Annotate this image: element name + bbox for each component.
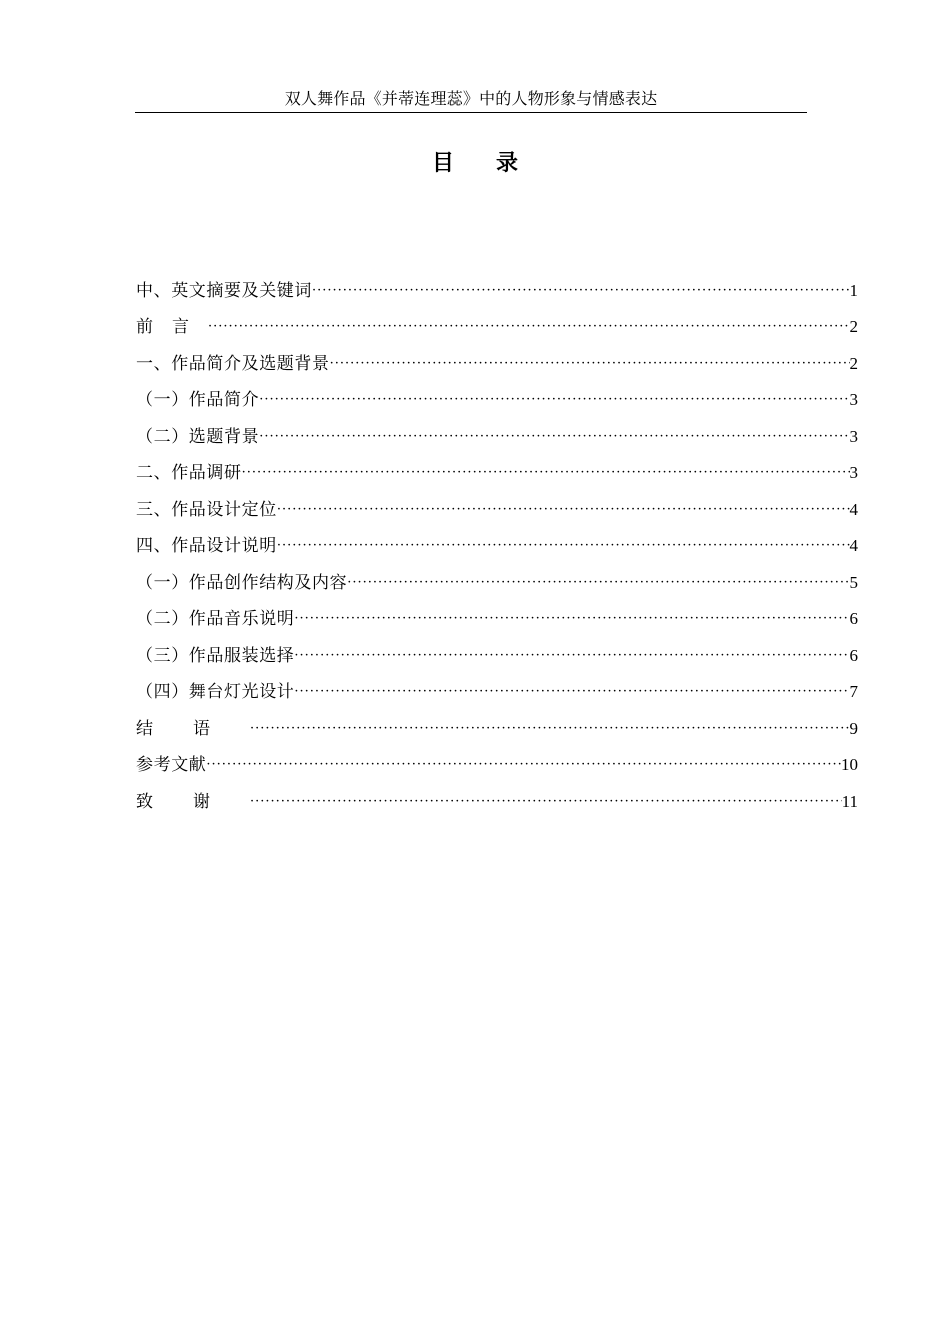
toc-leader-dots: [277, 534, 850, 558]
toc-entry-references[interactable]: [136, 741, 858, 778]
toc-page-number: 6: [849, 645, 858, 665]
toc-entry-section-1[interactable]: [136, 339, 858, 376]
toc-page-number: 4: [849, 536, 858, 555]
toc-leader-dots: [242, 461, 850, 485]
toc-leader-dots: [259, 425, 849, 449]
toc-entry-conclusion[interactable]: [136, 704, 858, 741]
toc-leader-dots: [294, 607, 849, 631]
toc-entry-label: （一）作品简介: [136, 390, 260, 410]
toc-entry-label: 致谢: [136, 791, 250, 812]
toc-leader-dots: [250, 717, 850, 741]
toc-entry-label: 结语: [136, 718, 250, 739]
toc-entry-acknowledgements[interactable]: [136, 777, 858, 814]
toc-title-char-1: 目: [431, 150, 454, 176]
toc-entry-label: 参考文献: [136, 755, 207, 775]
toc-entry-abstract[interactable]: [136, 266, 858, 303]
toc-entry-label: （二）选题背景: [136, 426, 260, 447]
toc-entry-section-4-3[interactable]: [136, 631, 858, 668]
toc-page-number: 3: [849, 390, 858, 409]
toc-page-number: 2: [849, 317, 858, 336]
toc-title: [0, 146, 950, 180]
running-header: 双人舞作品《并蒂连理蕊》中的人物形象与情感表达: [135, 88, 807, 113]
toc-title-char-2: 录: [496, 150, 519, 176]
toc-page-number: 2: [849, 353, 858, 373]
toc-entry-section-2[interactable]: [136, 449, 858, 486]
toc-leader-dots: [259, 388, 849, 412]
toc-leader-dots: [312, 279, 850, 303]
toc-leader-dots: [294, 644, 849, 668]
toc-entry-label: 一、作品简介及选题背景: [136, 353, 330, 374]
toc-leader-dots: [277, 498, 850, 522]
toc-entry-section-1-2[interactable]: [136, 412, 858, 449]
toc-entry-label: 前言: [136, 317, 208, 337]
toc-entry-section-1-1[interactable]: [136, 376, 858, 413]
toc-entry-label: 中、英文摘要及关键词: [136, 280, 312, 301]
toc-page-number: 10: [841, 755, 858, 774]
toc-entry-section-4-2[interactable]: [136, 595, 858, 632]
toc-entry-label: 三、作品设计定位: [136, 499, 277, 520]
toc-entry-label: 二、作品调研: [136, 463, 242, 483]
toc-page-number: 1: [849, 280, 858, 300]
toc-page-number: 11: [841, 791, 858, 811]
toc-leader-dots: [208, 315, 850, 339]
toc-entry-label: （三）作品服装选择: [136, 645, 295, 666]
toc-page-number: 6: [849, 609, 858, 628]
toc-entry-label: （二）作品音乐说明: [136, 609, 295, 629]
toc-entry-label: 四、作品设计说明: [136, 536, 277, 556]
toc-page-number: 7: [849, 682, 858, 701]
toc-leader-dots: [250, 790, 842, 814]
toc-page-number: 3: [849, 426, 858, 446]
toc-page-number: 4: [849, 499, 858, 519]
toc-leader-dots: [294, 680, 849, 704]
toc-leader-dots: [330, 352, 850, 376]
toc-leader-dots: [347, 571, 849, 595]
toc-leader-dots: [206, 753, 841, 777]
toc-entry-label: （一）作品创作结构及内容: [136, 572, 348, 593]
toc-entry-section-4-1[interactable]: [136, 558, 858, 595]
toc-entry-section-3[interactable]: [136, 485, 858, 522]
toc-list: [136, 266, 858, 814]
toc-page-number: 9: [849, 718, 858, 738]
toc-page-number: 3: [849, 463, 858, 482]
toc-entry-section-4-4[interactable]: [136, 668, 858, 705]
toc-page-number: 5: [849, 572, 858, 592]
toc-entry-section-4[interactable]: [136, 522, 858, 559]
toc-entry-label: （四）舞台灯光设计: [136, 682, 295, 702]
toc-entry-preface[interactable]: [136, 303, 858, 340]
